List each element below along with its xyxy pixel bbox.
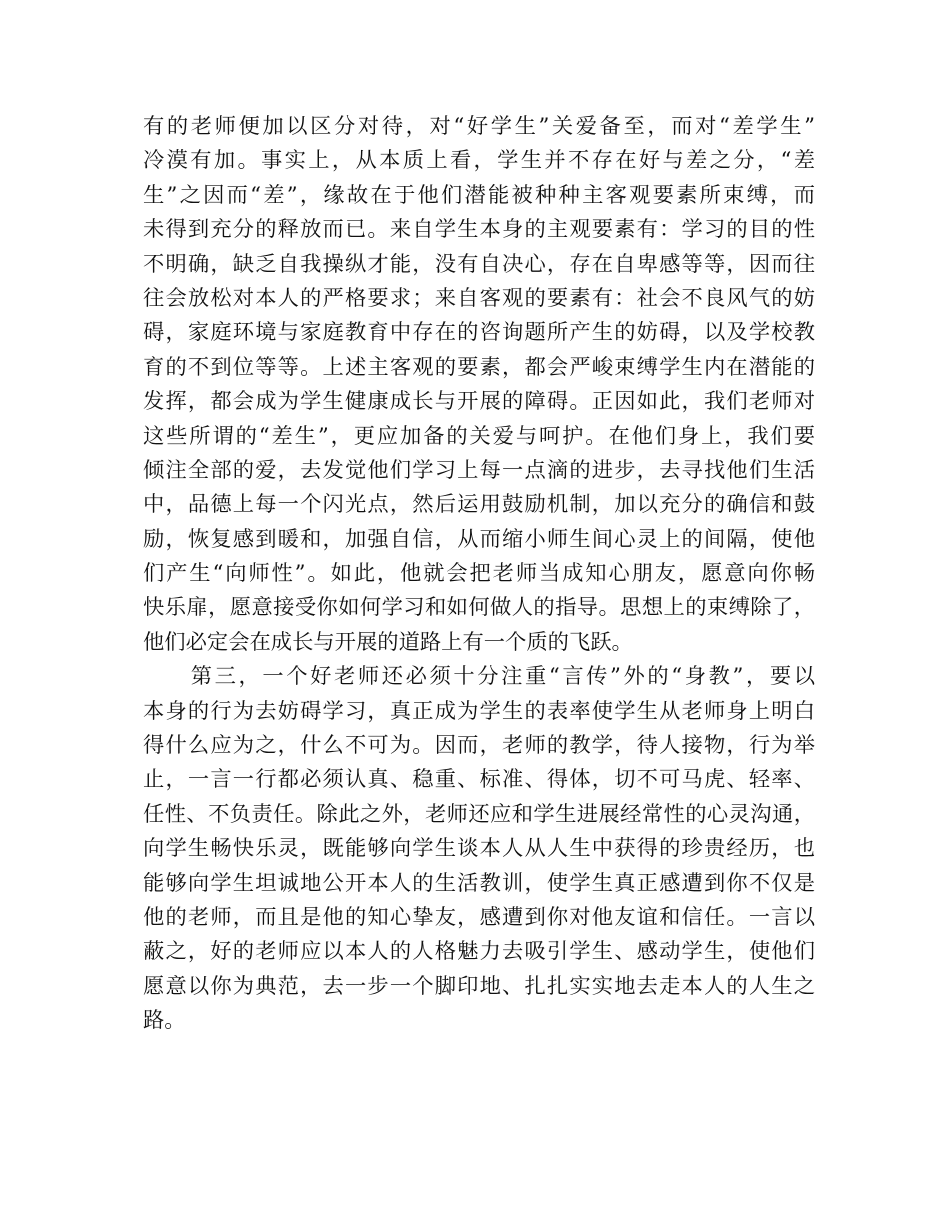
- text-line: 蔽之，好的老师应以本人的人格魅力去吸引学生、感动学生，使他们: [143, 939, 815, 965]
- text-line: 冷漠有加。事实上，从本质上看，学生并不存在好与差之分，“差: [143, 148, 815, 174]
- text-line: 能够向学生坦诚地公开本人的生活教训，使学生真正感遭到你不仅是: [143, 870, 815, 896]
- text-line: 任性、不负责任。除此之外，老师还应和学生进展经常性的心灵沟通，: [143, 801, 815, 827]
- text-line: 发挥，都会成为学生健康成长与开展的障碍。正因如此，我们老师对: [143, 389, 815, 415]
- text-line: 止，一言一行都必须认真、稳重、标准、得体，切不可马虎、轻率、: [143, 767, 815, 793]
- text-line: 本身的行为去妨碍学习，真正成为学生的表率使学生从老师身上明白: [143, 698, 815, 724]
- text-line: 育的不到位等等。上述主客观的要素，都会严峻束缚学生内在潜能的: [143, 354, 815, 380]
- paragraph-start-line: 第三，一个好老师还必须十分注重“言传”外的“身教”，要以: [143, 664, 815, 690]
- text-line: 向学生畅快乐灵，既能够向学生谈本人从人生中获得的珍贵经历，也: [143, 836, 815, 862]
- text-line: 不明确，缺乏自我操纵才能，没有自决心，存在自卑感等等，因而往: [143, 251, 815, 277]
- paragraph-end-line: 他们必定会在成长与开展的道路上有一个质的飞跃。: [143, 629, 633, 655]
- text-line: 愿意以你为典范，去一步一个脚印地、扎扎实实地去走本人的人生之: [143, 973, 815, 999]
- text-line: 得什么应为之，什么不可为。因而，老师的教学，待人接物，行为举: [143, 733, 815, 759]
- text-line: 快乐扉，愿意接受你如何学习和如何做人的指导。思想上的束缚除了，: [143, 595, 815, 621]
- text-line: 们产生“向师性”。如此，他就会把老师当成知心朋友，愿意向你畅: [143, 561, 815, 587]
- text-line: 未得到充分的释放而已。来自学生本身的主观要素有：学习的目的性: [143, 217, 815, 243]
- text-line: 生”之因而“差”，缘故在于他们潜能被种种主客观要素所束缚，而: [143, 182, 815, 208]
- text-line: 励，恢复感到暖和，加强自信，从而缩小师生间心灵上的间隔，使他: [143, 526, 815, 552]
- text-line: 中，品德上每一个闪光点，然后运用鼓励机制，加以充分的确信和鼓: [143, 492, 815, 518]
- text-line: 往会放松对本人的严格要求；来自客观的要素有：社会不良风气的妨: [143, 285, 815, 311]
- text-line: 这些所谓的“差生”，更应加备的关爱与呵护。在他们身上，我们要: [143, 423, 815, 449]
- body-text: [143, 110, 815, 1039]
- text-line: 有的老师便加以区分对待，对“好学生”关爱备至，而对“差学生”: [143, 114, 815, 139]
- text-line: 倾注全部的爱，去发觉他们学习上每一点滴的进步，去寻找他们生活: [143, 457, 815, 483]
- paragraph-end-line: 路。: [143, 1008, 186, 1034]
- text-line: 碍，家庭环境与家庭教育中存在的咨询题所产生的妨碍，以及学校教: [143, 320, 815, 346]
- text-line: 他的老师，而且是他的知心挚友，感遭到你对他友谊和信任。一言以: [143, 904, 815, 930]
